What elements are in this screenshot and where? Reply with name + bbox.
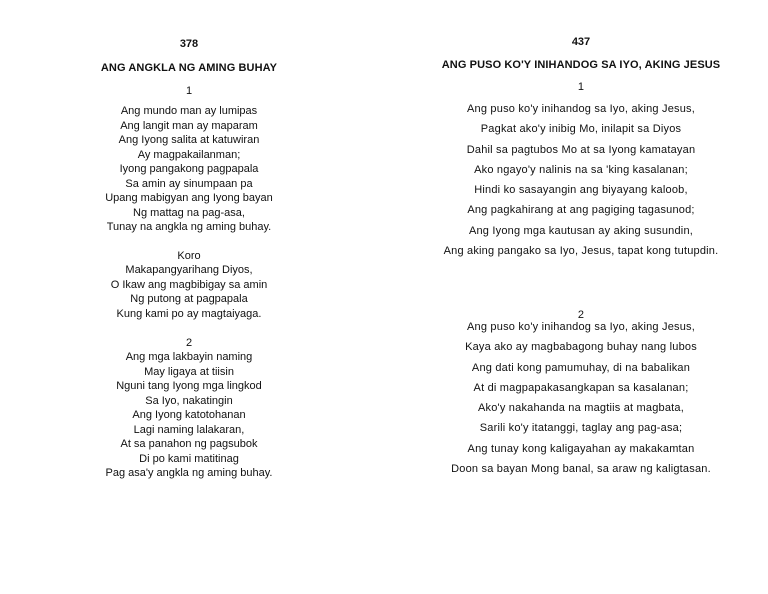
lyric-line: Makapangyarihang Diyos, <box>125 264 253 276</box>
chorus-label: Koro <box>177 250 201 262</box>
verse-2 <box>420 317 742 479</box>
lyric-line: Ang pagkahirang at ang pagiging tagasunod; <box>467 204 695 217</box>
lyric-line: Ng mattag na pag-asa, <box>133 206 245 219</box>
lyric-line: Pagkat ako'y inibig Mo, inilapit sa Diyos <box>480 123 682 136</box>
lyric-line: At sa panahon ng pagsubok <box>120 438 258 450</box>
lyric-line: Ang puso ko'y inihandog sa Iyo, aking Jesus, <box>467 103 695 115</box>
lyric-line: At di magpapakasangkapan sa kasalanan; <box>473 381 689 394</box>
lyric-line: Ang mga lakbayin naming <box>125 351 253 363</box>
lyric-line: Kung kami po ay magtaiyaga. <box>116 307 262 320</box>
lyric-line: Sa amin ay sinumpaan pa <box>125 177 253 190</box>
lyric-line: May ligaya at tiisin <box>144 365 234 378</box>
lyric-line: Di po kami matitinag <box>139 452 239 465</box>
lyric-line: Sarili ko'y itatanggi, taglay ang pag-asa; <box>479 422 683 435</box>
lyric-line: Ako ngayo'y nalinis na sa 'king kasalanan; <box>474 163 688 176</box>
lyric-line: Ay magpakailanman; <box>137 148 241 161</box>
hymn-number: 378 <box>179 38 199 50</box>
lyric-line: Tunay na angkla ng aming buhay. <box>106 221 272 233</box>
lyric-line: Ang Iyong mga kautusan ay aking susundin, <box>468 224 694 237</box>
lyric-line: Doon sa bayan Mong banal, sa araw ng kaligtasan. <box>451 463 711 476</box>
hymn-title: ANG PUSO KO'Y INIHANDOG SA IYO, AKING JESUS <box>441 59 721 71</box>
chorus <box>80 263 298 321</box>
hymn-number: 437 <box>571 36 591 48</box>
lyric-line: Ang Iyong salita at katuwiran <box>118 134 260 146</box>
lyric-line: O Ikaw ang magbibigay sa amin <box>110 278 268 291</box>
lyric-line: Ang aking pangako sa Iyo, Jesus, tapat kong tutupdin. <box>443 245 719 258</box>
verse-1 <box>420 99 742 261</box>
lyric-line: Dahil sa pagtubos Mo at sa Iyong kamatayan <box>466 143 696 156</box>
lyric-line: Pag asa'y angkla ng aming buhay. <box>105 467 273 479</box>
lyric-line: Kaya ako ay magbabagong buhay nang lubos <box>465 341 697 354</box>
lyric-line: Sa Iyo, nakatingin <box>145 394 233 407</box>
lyric-line: Ang dati kong pamumuhay, di na babalikan <box>471 361 691 374</box>
verse-number: 1 <box>185 85 193 97</box>
verse-number: 1 <box>577 81 585 93</box>
lyric-line: Ng putong at pagpapala <box>130 293 248 305</box>
verse-1 <box>80 104 298 235</box>
verse-number: 2 <box>185 337 193 349</box>
lyric-line: Ang tunay kong kaligayahan ay makakamtan <box>467 442 695 455</box>
lyric-line: Ang puso ko'y inihandog sa Iyo, aking Jesus, <box>467 321 695 333</box>
lyric-line: Ang langit man ay maparam <box>120 119 258 132</box>
lyric-line: Iyong pangakong pagpapala <box>119 163 259 175</box>
lyric-line: Ang mundo man ay lumipas <box>120 105 258 117</box>
verse-2 <box>80 350 298 481</box>
verse-number: 2 <box>577 309 585 321</box>
lyric-line: Ang Iyong katotohanan <box>132 409 246 421</box>
lyric-line: Hindi ko sasayangin ang biyayang kaloob, <box>474 184 688 197</box>
hymn-title: ANG ANGKLA NG AMING BUHAY <box>100 62 278 74</box>
lyric-line: Ako'y nakahanda na magtiis at magbata, <box>478 402 684 415</box>
lyric-line: Nguni tang Iyong mga lingkod <box>116 380 262 392</box>
lyric-line: Lagi naming lalakaran, <box>133 423 245 436</box>
lyric-line: Upang mabigyan ang Iyong bayan <box>105 192 273 204</box>
